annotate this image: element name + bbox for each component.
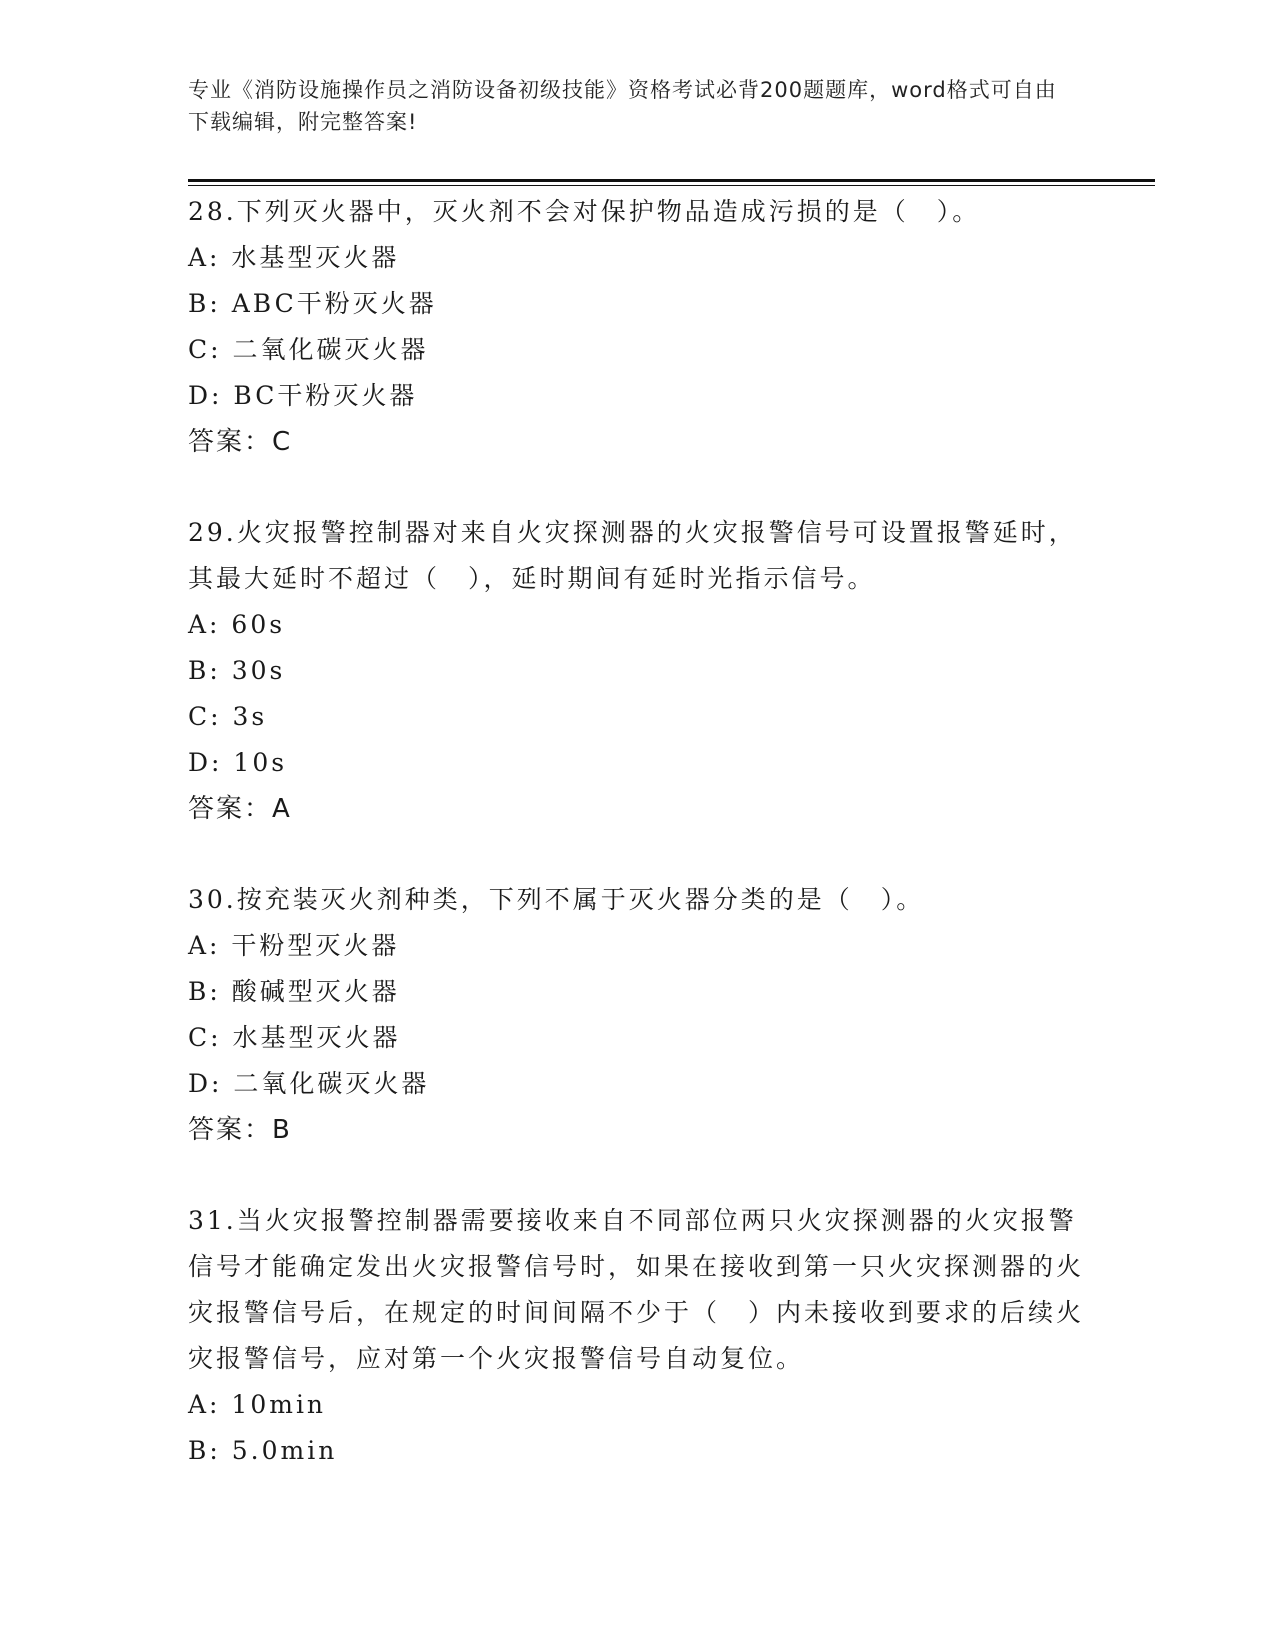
- answer-line: 答案：A: [188, 794, 292, 824]
- option-d: D: 二氧化碳灭火器: [188, 1069, 430, 1098]
- question-31: [188, 1198, 1088, 1474]
- document-header: 专业《消防设施操作员之消防设备初级技能》资格考试必背200题题库，word格式可自由下载编辑，附完整答案!: [188, 78, 1057, 134]
- option-c: C: 3s: [188, 702, 268, 731]
- option-d: D: 10s: [188, 748, 288, 777]
- question-spacer: [188, 832, 1088, 877]
- question-stem: 29.火灾报警控制器对来自火灾探测器的火灾报警信号可设置报警延时，其最大延时不超过（ ），延时期间有延时光指示信号。: [188, 518, 1077, 593]
- option-c: C: 水基型灭火器: [188, 1023, 401, 1052]
- option-d: D: BC干粉灭火器: [188, 381, 418, 410]
- option-b: B: 5.0min: [188, 1436, 338, 1465]
- question-list: [188, 189, 1088, 1474]
- option-c: C: 二氧化碳灭火器: [188, 335, 429, 364]
- option-b: B: 30s: [188, 656, 286, 685]
- option-b: B: 酸碱型灭火器: [188, 977, 400, 1006]
- option-a: A: 60s: [188, 610, 286, 639]
- option-b: B: ABC干粉灭火器: [188, 289, 437, 318]
- option-a: A: 水基型灭火器: [188, 243, 400, 272]
- header-divider-thin: [188, 185, 1155, 186]
- header-divider-thick: [188, 179, 1155, 182]
- answer-line: 答案：B: [188, 1115, 292, 1145]
- question-spacer: [188, 465, 1088, 510]
- answer-line: 答案：C: [188, 427, 293, 457]
- question-stem: 31.当火灾报警控制器需要接收来自不同部位两只火灾探测器的火灾报警信号才能确定发出火灾报警信号时，如果在接收到第一只火灾探测器的火灾报警信号后，在规定的时间间隔不少于（ ）内未接收到要求的后续火灾报警信号，应对第一个火灾报警信号自动复位。: [188, 1206, 1085, 1373]
- question-spacer: [188, 1153, 1088, 1198]
- option-a: A: 干粉型灭火器: [188, 931, 400, 960]
- question-stem: 28.下列灭火器中，灭火剂不会对保护物品造成污损的是（ ）。: [188, 197, 981, 226]
- question-stem: 30.按充装灭火剂种类，下列不属于灭火器分类的是（ ）。: [188, 885, 925, 914]
- question-28: [188, 189, 1088, 465]
- question-30: [188, 877, 1088, 1153]
- option-a: A: 10min: [188, 1390, 327, 1419]
- question-29: [188, 510, 1088, 832]
